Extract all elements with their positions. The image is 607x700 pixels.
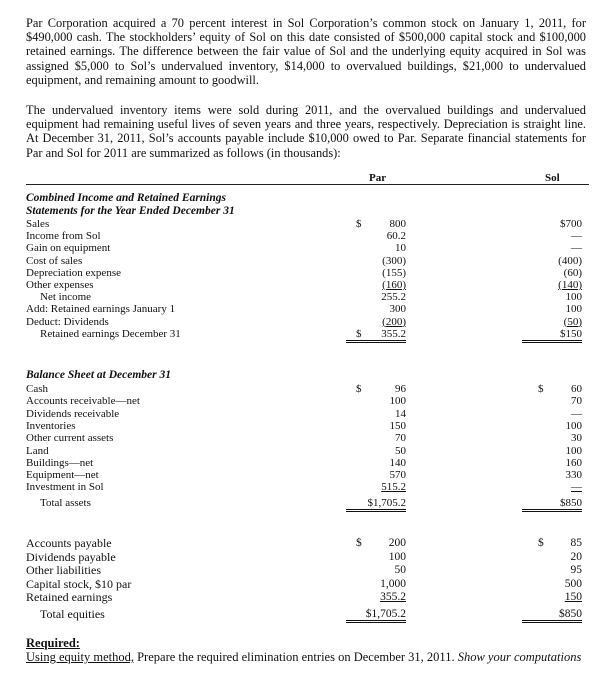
income-row [26,242,589,254]
asset-row [26,383,589,395]
row-label: Net income [40,291,92,304]
equity-row [26,564,589,576]
income-row [26,230,589,242]
asset-row [26,420,589,432]
instruction-emphasis: Show your computations [457,650,582,664]
sol-value: $150 [522,328,582,343]
sol-value: — [571,407,582,420]
problem-paragraph-1: Par Corporation acquired a 70 percent interest in Sol Corporation’s common stock on January 1, 2011, for $490,000 cash. The stockholders’ equity of Sol on this date consisted of $500,000 capital stock and $100,000 retained earnings. The difference between the fair value of Sol and the underlying equity acquired in Sol was assigned $5,000 to Sol’s undervalued inventory, $14,000 to overvalued buildings, $21,000 to undervalued equipment, and remaining amount to goodwill. [26,16,586,87]
sol-value: 85 [570,537,582,549]
equity-row [26,591,589,603]
par-value: 50 [394,564,406,576]
sol-value: — [571,481,582,494]
income-statement-title-line-1: Combined Income and Retained Earnings [26,192,227,204]
asset-row [26,408,589,420]
income-row [26,328,589,340]
row-label: Total assets [40,496,91,509]
sol-value: 330 [565,469,582,482]
row-label: Retained earnings [26,590,113,604]
problem-paragraph-2: The undervalued inventory items were sold during 2011, and the overvalued buildings and undervalued equipment had remaining useful lives of seven years and three years, respectively. Depreciation is straight line. At December 31, 2011, Sol’s accounts payable include $10,000 owed to Par. Separate financial statements for Par and Sol for 2011 are summarized as follows (in thousands): [26,103,586,160]
sol-value: 100 [565,303,582,316]
column-header-sol: Sol [545,172,560,184]
table-top-rule [26,184,589,185]
par-value: 355.2 [380,591,406,603]
sol-value: 100 [565,444,582,457]
par-value: 50 [395,444,406,457]
asset-row [26,469,589,481]
equity-row [26,537,589,549]
balance-sheet-title: Balance Sheet at December 31 [26,369,172,381]
par-value: (160) [382,279,406,291]
par-value: (155) [382,266,406,279]
income-row [26,303,589,315]
income-row [26,255,589,267]
par-value: 300 [389,303,406,316]
sol-value: (400) [558,254,582,267]
par-currency-sign: $ [356,383,362,395]
instruction-lead: Using equity method, [26,650,134,664]
sol-value: 160 [565,456,582,469]
income-statement-title-line-2: Statements for the Year Ended December 31 [26,205,235,217]
par-value: 10 [395,242,406,255]
par-value: 355.2 [346,328,406,343]
sol-value: — [571,230,582,243]
asset-row [26,497,589,509]
row-label: Equipment—net [26,469,99,482]
par-value: 70 [395,432,406,445]
par-value: (300) [382,254,406,267]
sol-value: 30 [571,432,582,445]
par-value: 14 [395,407,406,420]
sol-value: (50) [563,315,582,328]
par-value: 96 [395,383,406,395]
row-label: Sales [26,218,50,230]
sol-value: 20 [570,550,582,563]
par-currency-sign: $ [356,537,362,549]
par-value: $1,705.2 [346,497,406,512]
par-value: 100 [388,550,406,563]
equity-row [26,608,589,620]
par-value: 255.2 [381,291,406,304]
equity-row [26,551,589,563]
row-label: Dividends receivable [26,407,120,420]
row-label: Total equities [40,606,105,621]
row-label: Other expenses [26,279,94,291]
row-label: Other liabilities [26,563,101,577]
par-value: 100 [389,395,406,408]
row-label: Cash [26,383,48,395]
row-label: Land [26,444,49,457]
row-label: Cost of sales [26,254,83,267]
sol-currency-sign: $ [538,537,544,549]
sol-value: 150 [564,591,582,603]
row-label: Deduct: Dividends [26,315,109,328]
sol-value: 95 [570,564,582,576]
sol-value: 100 [565,291,582,304]
income-row [26,291,589,303]
row-label: Add: Retained earnings January 1 [26,303,176,316]
sol-value: (140) [558,279,582,291]
row-label: Gain on equipment [26,242,111,255]
row-label: Dividends payable [26,549,116,564]
par-value: 140 [389,456,406,469]
row-label: Capital stock, $10 par [26,576,132,591]
row-label: Accounts receivable—net [26,395,140,408]
row-label: Depreciation expense [26,266,121,279]
asset-row [26,457,589,469]
sol-value: $850 [522,608,582,623]
sol-value: $850 [522,497,582,512]
income-row [26,267,589,279]
sol-value: $700 [560,218,582,230]
row-label: Other current assets [26,432,114,445]
equity-row [26,578,589,590]
row-label: Inventories [26,419,76,432]
par-value: 800 [389,218,406,230]
par-value: 150 [389,419,406,432]
asset-row [26,432,589,444]
required-heading: Required: [26,636,80,650]
par-value: 1,000 [380,577,406,590]
par-currency-sign: $ [356,218,362,230]
row-label: Accounts payable [26,536,112,550]
asset-row [26,445,589,457]
sol-value: (60) [563,266,582,279]
par-value: 200 [388,537,406,549]
row-label: Retained earnings December 31 [40,327,181,340]
sol-currency-sign: $ [538,383,544,395]
required-instruction [26,650,589,664]
par-value: 570 [389,469,406,482]
row-label: Income from Sol [26,230,101,243]
sol-value: 60 [571,383,582,395]
sol-value: 70 [571,395,582,408]
row-label: Investment in Sol [26,481,104,494]
income-row [26,279,589,291]
sol-value: 500 [564,577,582,590]
income-row [26,316,589,328]
par-value: $1,705.2 [346,608,406,623]
income-row [26,218,589,230]
sol-value: — [571,242,582,255]
column-header-par: Par [369,172,387,184]
asset-row [26,481,589,493]
par-currency-sign: $ [356,327,362,340]
par-value: (200) [382,315,406,328]
asset-row [26,395,589,407]
instruction-text: Prepare the required elimination entries on December 31, 2011. [133,650,458,664]
sol-value: 100 [565,419,582,432]
par-value: 515.2 [381,481,406,494]
par-value: 60.2 [386,230,406,243]
row-label: Buildings—net [26,456,94,469]
